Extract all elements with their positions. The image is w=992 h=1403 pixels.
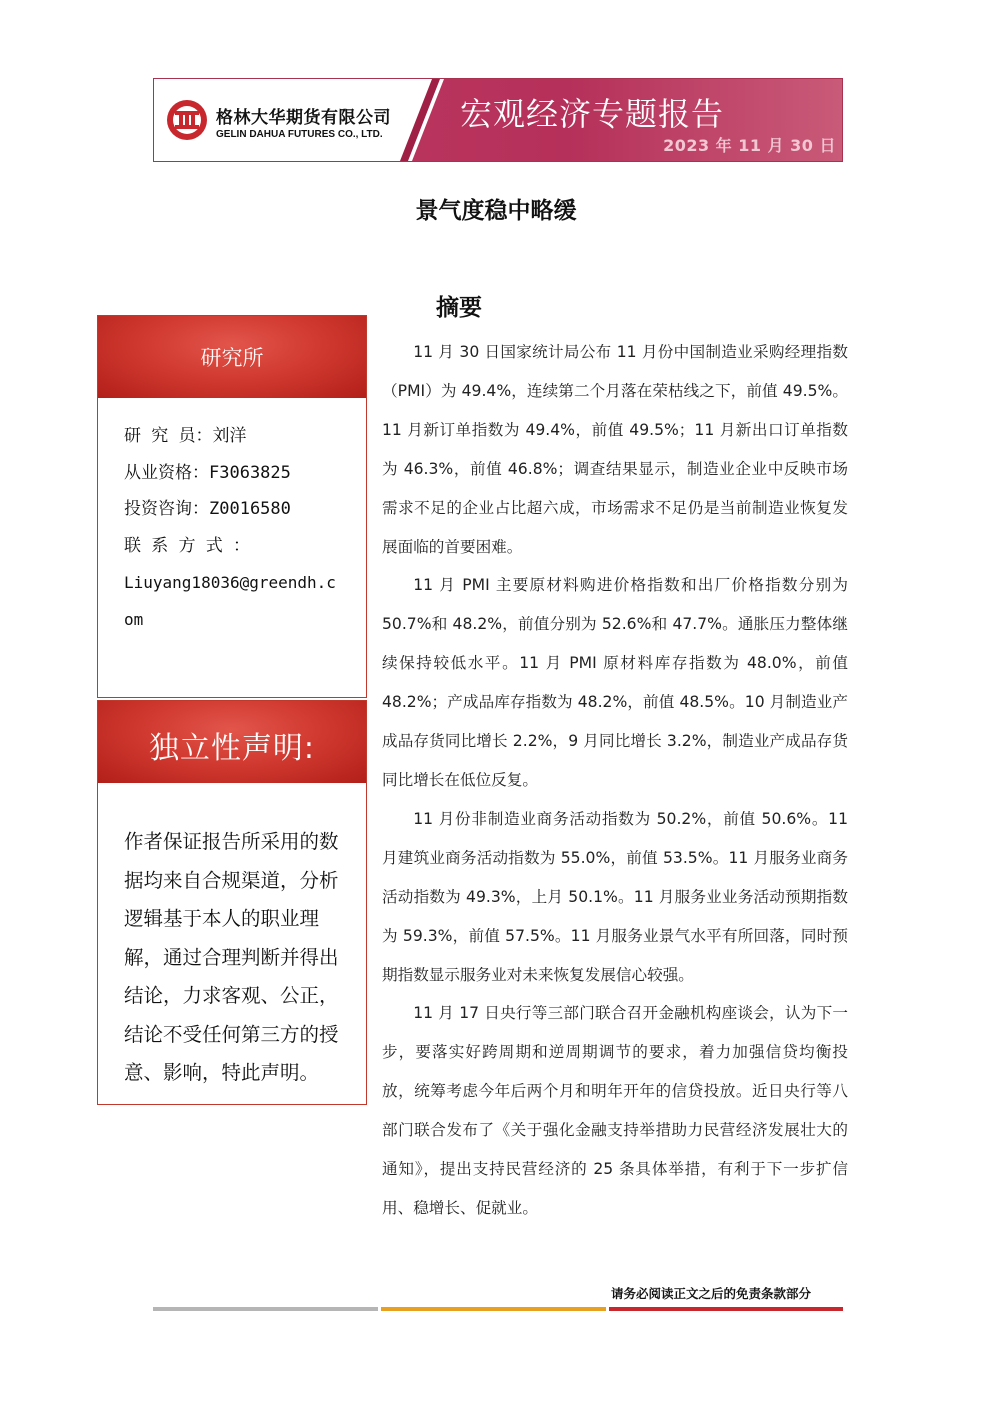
report-header-banner [153,78,843,162]
summary-heading: 摘要 [436,295,482,321]
summary-paragraph: 11 月份非制造业商务活动指数为 50.2%，前值 50.6%。11 月建筑业商务活动指数为 55.0%，前值 53.5%。11 月服务业商务活动指数为 49.3%，上月 50.1%。11 月服务业业务活动预期指数为 59.3%，前值 57.5%。11 月服务业景气水平有所回落，同时预期指数显示服务业对未来恢复发展信心较强。 [382,809,848,984]
contact-label: 联 系 方 式 ： [124,535,250,556]
analyst-info [98,398,366,638]
independence-statement-box [97,700,367,1105]
analyst-consult-license: 投资咨询：Z0016580 [124,499,291,519]
summary-paragraph: 11 月 17 日央行等三部门联合召开金融机构座谈会，认为下一步，要落实好跨周期和逆周期调节的要求，着力加强信贷均衡投放，统筹考虑今年后两个月和明年开年的信贷投放。近日央行等八部门联合发布了《关于强化金融支持举措助力民营经济发展壮大的通知》，提出支持民营经济的 25 条具体举措，有利于下一步扩信用、稳增长、促就业。 [382,1004,848,1217]
report-type-title: 宏观经济专题报告 [460,95,725,133]
footer-bar-red [609,1307,843,1311]
research-box-heading: 研究所 [200,346,264,370]
summary-paragraph: 11 月 30 日国家统计局公布 11 月份中国制造业采购经理指数（PMI）为 49.4%，连续第二个月落在荣枯线之下，前值 49.5%。11 月新订单指数为 49.4%，前值 49.5%；11 月新出口订单指数为 46.3%，前值 46.8%；调查结果显示，制造业企业中反映市场需求不足的企业占比超六成，市场需求不足仍是当前制造业恢复发展面临的首要困难。 [382,343,848,556]
analyst-qualification: 从业资格：F3063825 [124,462,291,483]
report-date: 2023 年 11 月 30 日 [663,136,836,155]
analyst-name: 研 究 员：刘洋 [124,426,247,446]
footer-bar-orange [381,1307,606,1311]
disclaimer-note: 请务必阅读正文之后的免责条款部分 [611,1286,812,1301]
summary-body [382,333,848,1228]
research-info-box [97,315,367,698]
statement-box-heading: 独立性声明: [148,731,316,766]
research-box-header [98,316,366,398]
company-logo-icon [166,99,208,141]
summary-paragraph: 11 月 PMI 主要原材料购进价格指数和出厂价格指数分别为 50.7%和 48.2%，前值分别为 52.6%和 47.7%。通胀压力整体继续保持较低水平。11 月 PMI 原材料库存指数为 48.0%，前值 48.2%；产成品库存指数为 48.2%，前值 48.5%。10 月制造业产成品存货同比增长 2.2%，9 月同比增长 3.2%，制造业产成品存货同比增长在低位反复。 [382,576,848,789]
footer-bar-gray [153,1307,378,1311]
statement-text: 作者保证报告所采用的数据均来自合规渠道，分析逻辑基于本人的职业理解，通过合理判断并得出结论，力求客观、公正，结论不受任何第三方的授意、影响，特此声明。 [124,830,339,1084]
company-name-cn: 格林大华期货有限公司 [216,108,391,128]
statement-box-header [98,701,366,783]
contact-email: Liuyang18036@greendh.c [124,573,336,592]
contact-email-continued: om [124,610,144,629]
company-name-en: GELIN DAHUA FUTURES CO., LTD. [216,129,383,140]
document-title: 景气度稳中略缓 [415,198,577,224]
